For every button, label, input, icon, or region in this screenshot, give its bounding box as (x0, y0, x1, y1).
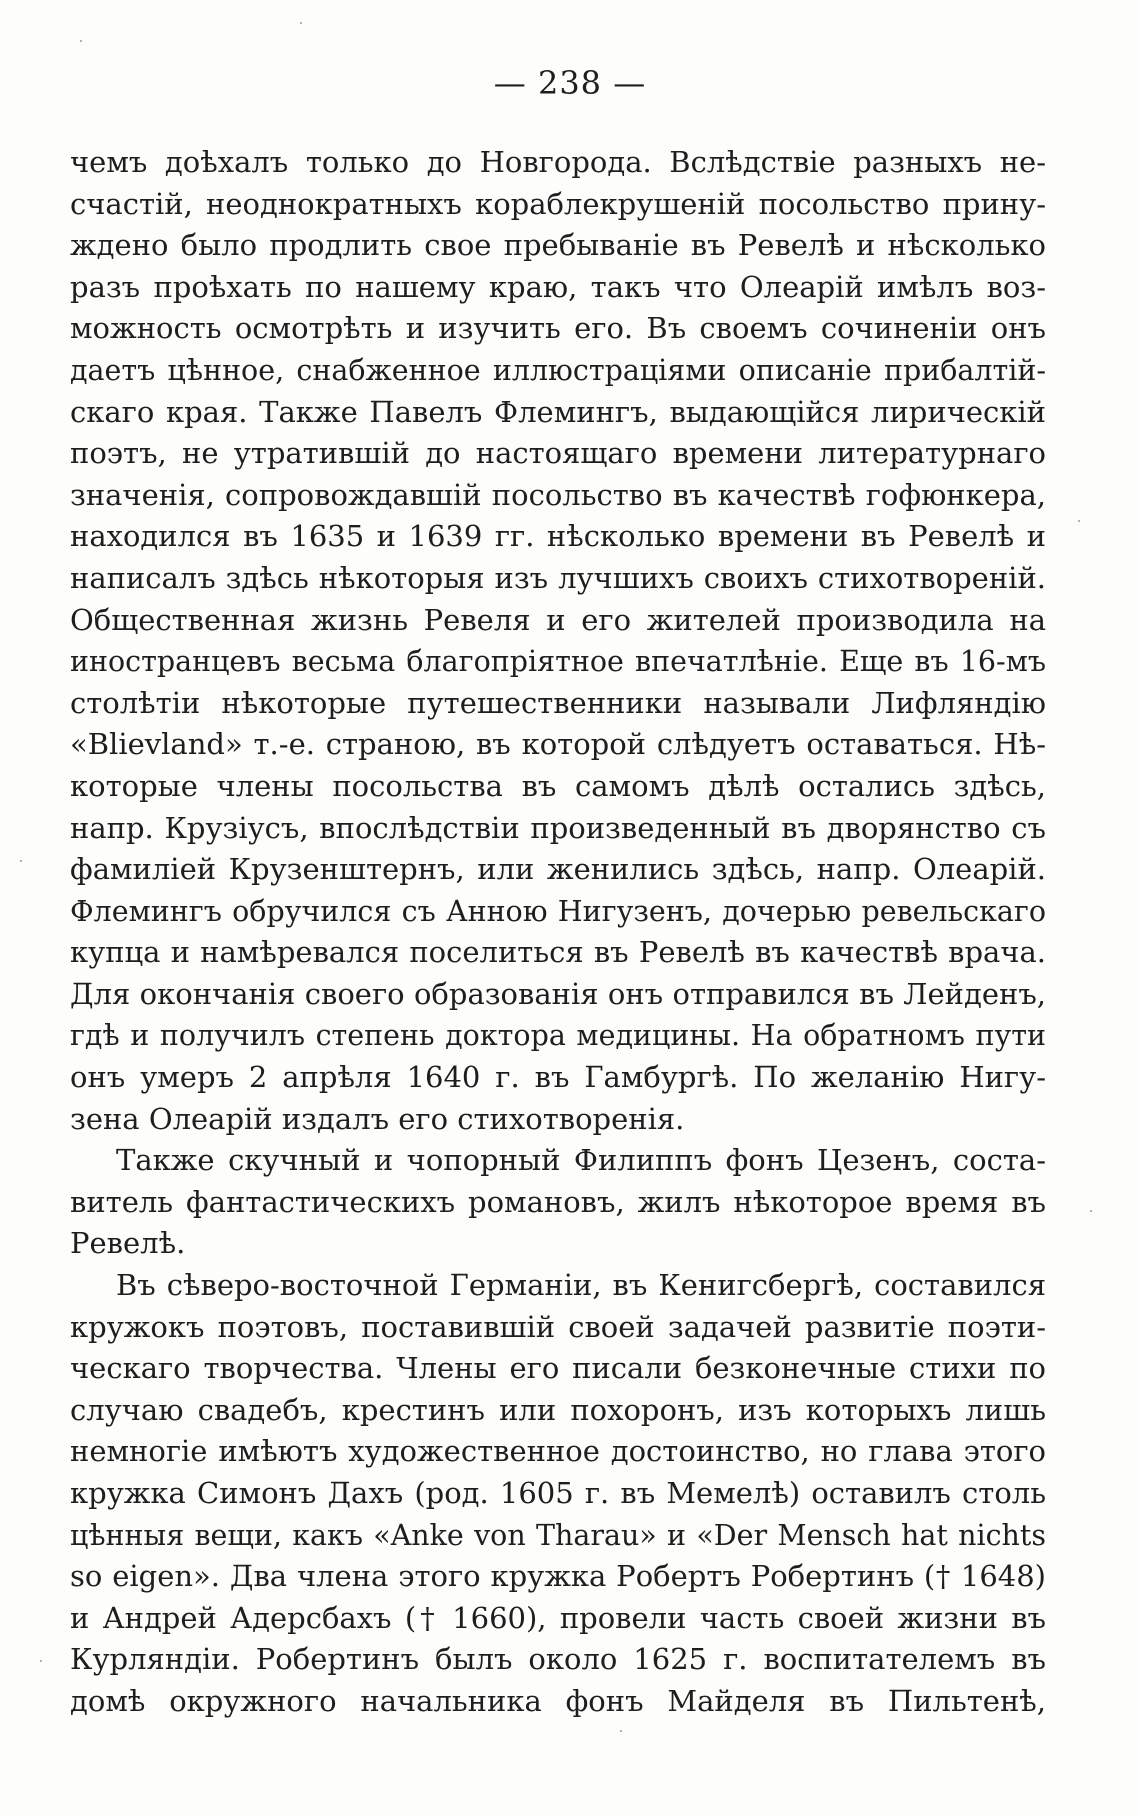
text-line: скаго края. Также Павелъ Флемингъ, выдающійся лирическій (70, 394, 1046, 429)
paragraph (70, 1140, 1046, 1265)
text-line: купца и намѣревался поселиться въ Ревелѣ въ качествѣ врача. (70, 935, 1046, 970)
text-line: которые члены посольства въ самомъ дѣлѣ остались здѣсь, (70, 768, 1046, 803)
text-line: находился въ 1635 и 1639 гг. нѣсколько времени въ Ревелѣ и (70, 519, 1046, 554)
text-line: немногіе имѣютъ художественное достоинство, но глава этого (70, 1434, 1046, 1469)
scan-speck (1090, 1210, 1092, 1212)
text-line: Общественная жизнь Ревеля и его жителей производила на (70, 602, 1046, 637)
text-line: разъ проѣхать по нашему краю, такъ что Олеарій имѣлъ воз- (70, 269, 1046, 304)
text-line: значенія, сопровождавшій посольство въ качествѣ гофюнкера, (70, 477, 1046, 512)
body-text (70, 142, 1046, 1723)
scan-speck (1078, 520, 1080, 522)
text-line: домѣ окружного начальника фонъ Майделя въ Пильтенѣ, (70, 1683, 1046, 1718)
text-line: гдѣ и получилъ степень доктора медицины. На обратномъ пути (70, 1019, 1046, 1053)
text-line: Курляндіи. Робертинъ былъ около 1625 г. воспитателемъ въ (70, 1642, 1046, 1677)
scan-speck (620, 1730, 622, 1732)
text-line: и Андрей Адерсбахъ († 1660), провели часть своей жизни въ (70, 1600, 1046, 1635)
paragraph (70, 142, 1046, 1140)
scan-speck (20, 860, 22, 862)
text-line: Ревелѣ. (70, 1226, 186, 1261)
scan-speck (80, 40, 82, 42)
text-line: ждено было продлить свое пребываніе въ Ревелѣ и нѣсколько (70, 228, 1046, 263)
text-line: можность осмотрѣть и изучить его. Въ своемъ сочиненіи онъ (70, 311, 1046, 346)
text-line: иностранцевъ весьма благопріятное впечатлѣніе. Еще въ 16-мъ (70, 645, 1046, 679)
text-line: случаю свадебъ, крестинъ или похоронъ, изъ которыхъ лишь (70, 1392, 1046, 1427)
text-line: онъ умеръ 2 апрѣля 1640 г. въ Гамбургѣ. По желанію Нигу- (70, 1060, 1046, 1095)
text-line: so eigen». Два члена этого кружка Робертъ Робертинъ († 1648) (70, 1559, 1046, 1594)
text-line: Для окончанія своего образованія онъ отправился въ Лейденъ, (70, 976, 1046, 1011)
text-line: написалъ здѣсь нѣкоторыя изъ лучшихъ своихъ стихотвореній. (70, 560, 1046, 595)
text-line: «Blievland» т.-е. страною, въ которой слѣдуетъ оставаться. Нѣ- (70, 727, 1046, 762)
text-line: кружка Симонъ Дахъ (род. 1605 г. въ Мемелѣ) оставилъ столь (70, 1476, 1046, 1510)
page-number: — 238 — (493, 64, 647, 102)
text-line: столѣтіи нѣкоторые путешественники называли Лифляндію (70, 685, 1046, 720)
text-line: даетъ цѣнное, снабженное иллюстраціями описаніе прибалтій- (70, 353, 1046, 387)
scan-speck (40, 1660, 42, 1662)
scan-speck (300, 22, 302, 24)
text-line: фамиліей Крузенштернъ, или женились здѣсь, напр. Олеарій. (70, 852, 1046, 887)
text-line: счастій, неоднократныхъ кораблекрушеній посольство прину- (70, 186, 1046, 221)
text-line: Въ сѣверо-восточной Германіи, въ Кенигсбергѣ, составился (116, 1268, 1046, 1303)
text-line: витель фантастическихъ романовъ, жилъ нѣкоторое время въ (70, 1184, 1046, 1219)
paragraph (70, 1265, 1046, 1723)
text-line: зена Олеарій издалъ его стихотворенія. (70, 1101, 685, 1136)
text-line: цѣнныя вещи, какъ «Anke von Tharau» и «Der Mensch hat nichts (70, 1518, 1046, 1552)
text-line: напр. Крузіусъ, впослѣдствіи произведенный въ дворянство съ (70, 810, 1046, 845)
text-line: Флемингъ обручился съ Анною Нигузенъ, дочерью ревельскаго (70, 894, 1046, 928)
text-line: Также скучный и чопорный Филиппъ фонъ Цезенъ, соста- (116, 1143, 1046, 1178)
text-line: ческаго творчества. Члены его писали безконечные стихи по (70, 1351, 1046, 1386)
text-line: чемъ доѣхалъ только до Новгорода. Вслѣдствіе разныхъ не- (70, 145, 1046, 179)
text-line: кружокъ поэтовъ, поставившій своей задачей развитіе поэти- (70, 1309, 1046, 1344)
text-line: поэтъ, не утратившій до настоящаго времени литературнаго (70, 436, 1046, 471)
